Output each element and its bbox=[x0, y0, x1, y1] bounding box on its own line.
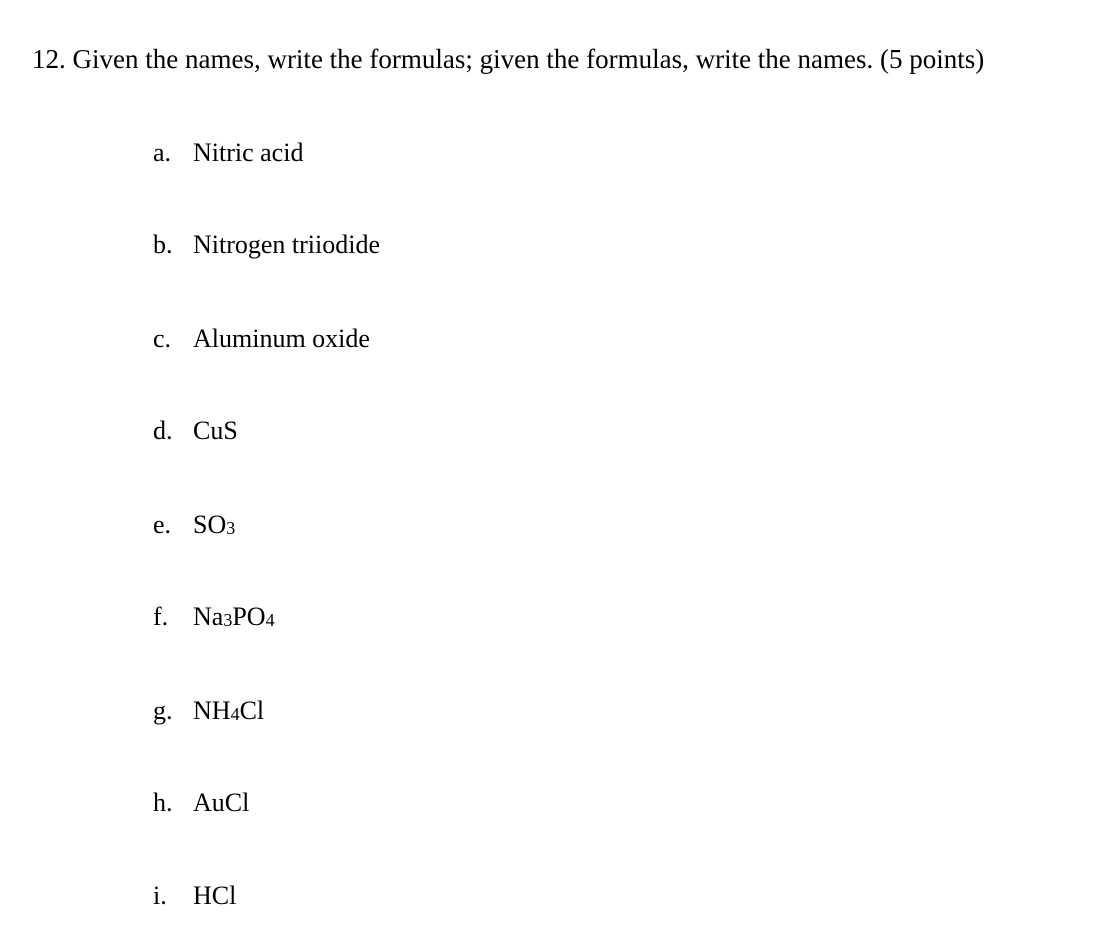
item-a bbox=[153, 137, 303, 169]
item-text-part: Nitric acid bbox=[193, 138, 304, 167]
item-text-part: Cl bbox=[239, 696, 265, 725]
item-text bbox=[193, 787, 249, 819]
item-h bbox=[153, 787, 249, 819]
item-text-part: HCl bbox=[193, 881, 237, 910]
item-text bbox=[193, 509, 235, 543]
item-subscript: 4 bbox=[265, 610, 275, 630]
item-text bbox=[193, 695, 264, 729]
item-letter: g. bbox=[153, 696, 173, 725]
item-text-part: Aluminum oxide bbox=[193, 324, 370, 353]
item-letter: a. bbox=[153, 138, 172, 167]
item-letter: c. bbox=[153, 324, 172, 353]
item-f bbox=[153, 601, 275, 635]
item-letter: h. bbox=[153, 788, 173, 817]
item-b bbox=[153, 229, 380, 261]
item-text-part: Na bbox=[193, 602, 224, 631]
item-text-part: NH bbox=[193, 696, 231, 725]
item-c bbox=[153, 323, 370, 355]
item-letter: f. bbox=[153, 602, 169, 631]
item-i bbox=[153, 880, 236, 912]
item-letter: e. bbox=[153, 510, 172, 539]
item-subscript: 3 bbox=[226, 518, 236, 538]
item-text bbox=[193, 880, 236, 912]
item-subscript: 4 bbox=[230, 704, 240, 724]
item-letter: i. bbox=[153, 881, 167, 910]
item-text-part: Nitrogen triiodide bbox=[193, 230, 381, 259]
item-e bbox=[153, 509, 235, 543]
item-text bbox=[193, 601, 275, 635]
item-text-part: PO bbox=[232, 602, 266, 631]
question-prompt: 12. Given the names, write the formulas; given the formulas, write the names. (5 points) bbox=[32, 44, 985, 74]
item-text bbox=[193, 137, 303, 169]
item-letter: d. bbox=[153, 416, 173, 445]
item-letter: b. bbox=[153, 230, 173, 259]
item-text-part: CuS bbox=[193, 416, 238, 445]
item-g bbox=[153, 695, 264, 729]
item-text-part: SO bbox=[193, 510, 227, 539]
item-text bbox=[193, 323, 370, 355]
item-text-part: AuCl bbox=[193, 788, 250, 817]
item-text bbox=[193, 415, 238, 447]
item-subscript: 3 bbox=[223, 610, 233, 630]
item-d bbox=[153, 415, 238, 447]
item-text bbox=[193, 229, 380, 261]
